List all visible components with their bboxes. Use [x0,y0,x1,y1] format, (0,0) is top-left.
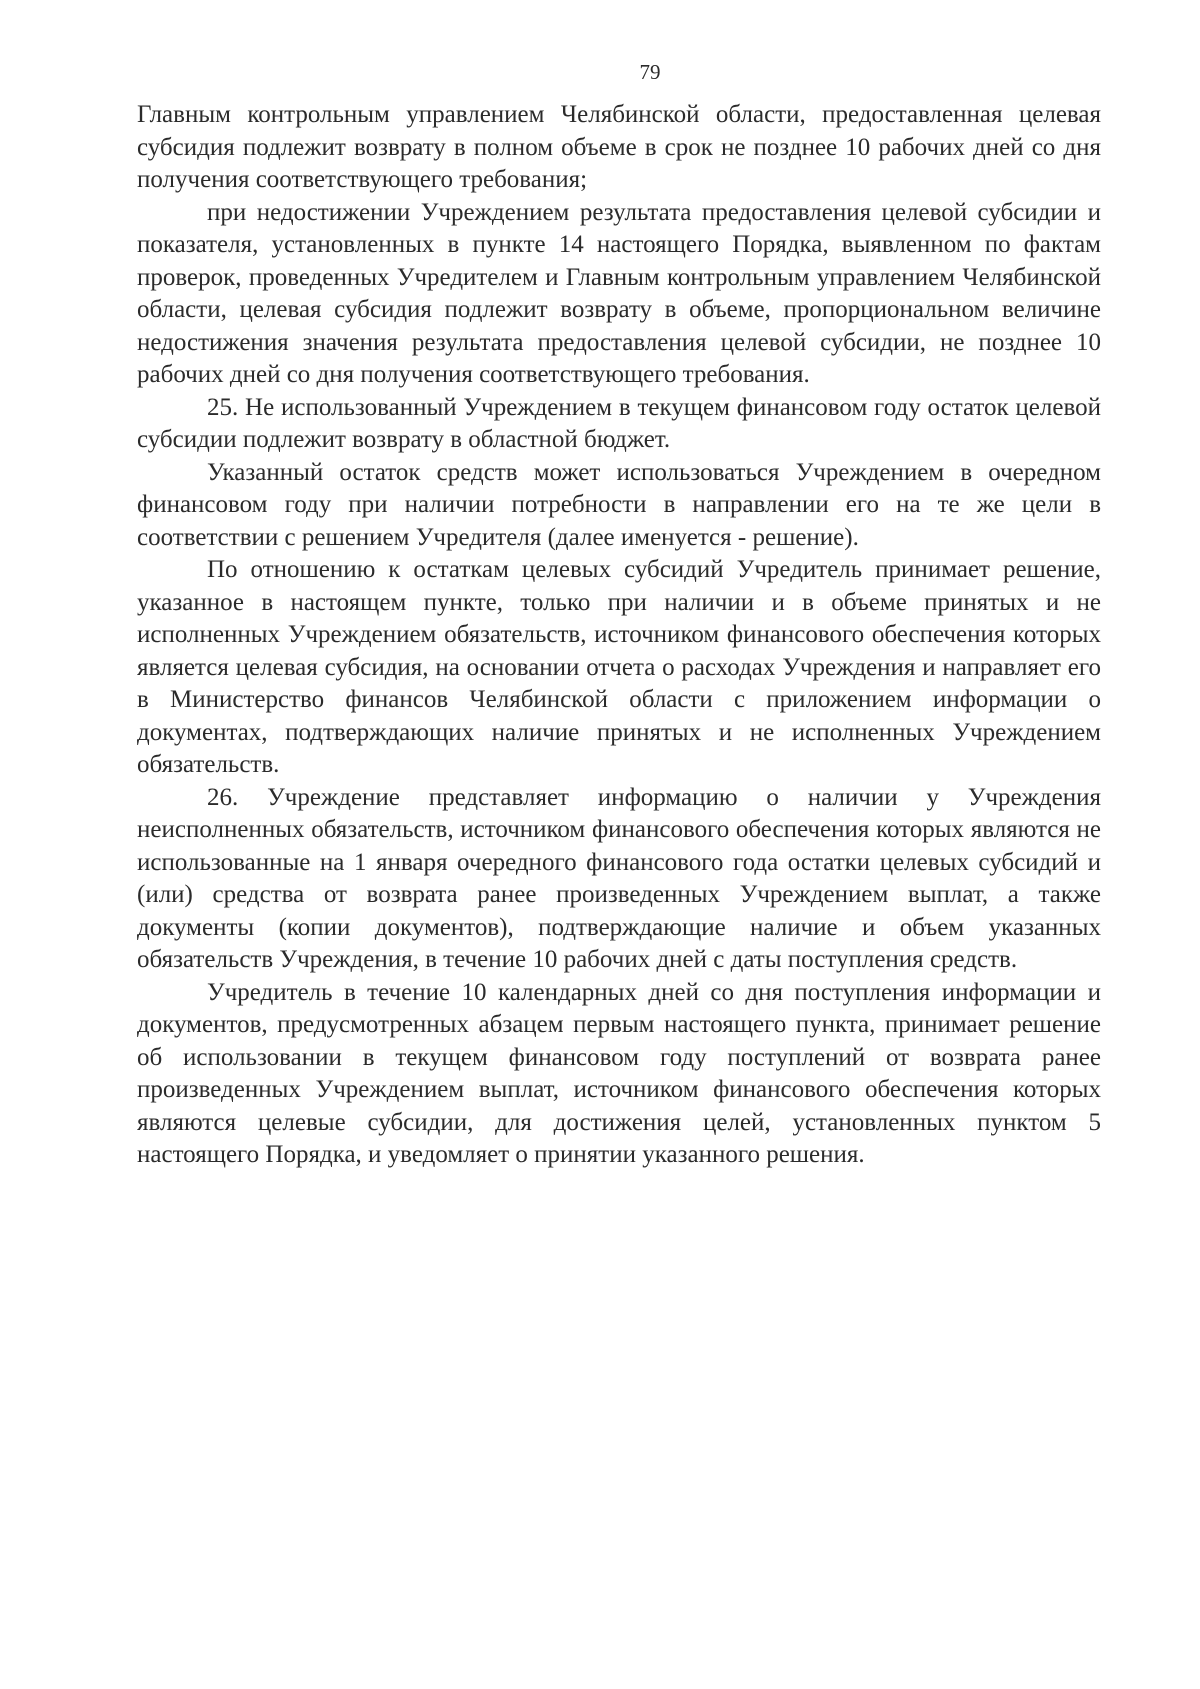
paragraph: Учредитель в течение 10 календарных дней со дня поступления информации и документов, предусмотренных абзацем первым настоящего пункта, принимает решение об использовании в текущем финансовом году поступлений от возврата ранее произведенных Учреждением выплат, источником финансового обеспечения которых являются целевые субсидии, для достижения целей, установленных пунктом 5 настоящего Порядка, и уведомляет о принятии указанного решения. [137,978,1101,1168]
document-body [137,99,1101,1172]
paragraph-item-25: 25. Не использованный Учреждением в текущем финансовом году остаток целевой субсидии подлежит возврату в областной бюджет. [137,393,1101,453]
paragraph-continuation: Главным контрольным управлением Челябинской области, предоставленная целевая субсидия подлежит возврату в полном объеме в срок не позднее 10 рабочих дней со дня получения соответствующего требования; [137,101,1101,193]
page-number: 79 [639,60,661,84]
paragraph: Указанный остаток средств может использоваться Учреждением в очередном финансовом году при наличии потребности в направлении его на те же цели в соответствии с решением Учредителя (далее именуется - решение). [137,458,1101,551]
paragraph: при недостижении Учреждением результата предоставления целевой субсидии и показателя, установленных в пункте 14 настоящего Порядка, выявленном по фактам проверок, проведенных Учредителем и Главным контрольным управлением Челябинской области, целевая субсидия подлежит возврату в объеме, пропорциональном величине недостижения значения результата предоставления целевой субсидии, не позднее 10 рабочих дней со дня получения соответствующего требования. [137,198,1101,388]
paragraph-item-26: 26. Учреждение представляет информацию о наличии у Учреждения неисполненных обязательств, источником финансового обеспечения которых являются не использованные на 1 января очередного финансового года остатки целевых субсидий и (или) средства от возврата ранее произведенных Учреждением выплат, а также документы (копии документов), подтверждающие наличие и объем указанных обязательств Учреждения, в течение 10 рабочих дней с даты поступления средств. [137,783,1101,973]
paragraph: По отношению к остаткам целевых субсидий Учредитель принимает решение, указанное в настоящем пункте, только при наличии и в объеме принятых и не исполненных Учреждением обязательств, источником финансового обеспечения которых является целевая субсидия, на основании отчета о расходах Учреждения и направляет его в Министерство финансов Челябинской области с приложением информации о документах, подтверждающих наличие принятых и не исполненных Учреждением обязательств. [137,556,1101,778]
